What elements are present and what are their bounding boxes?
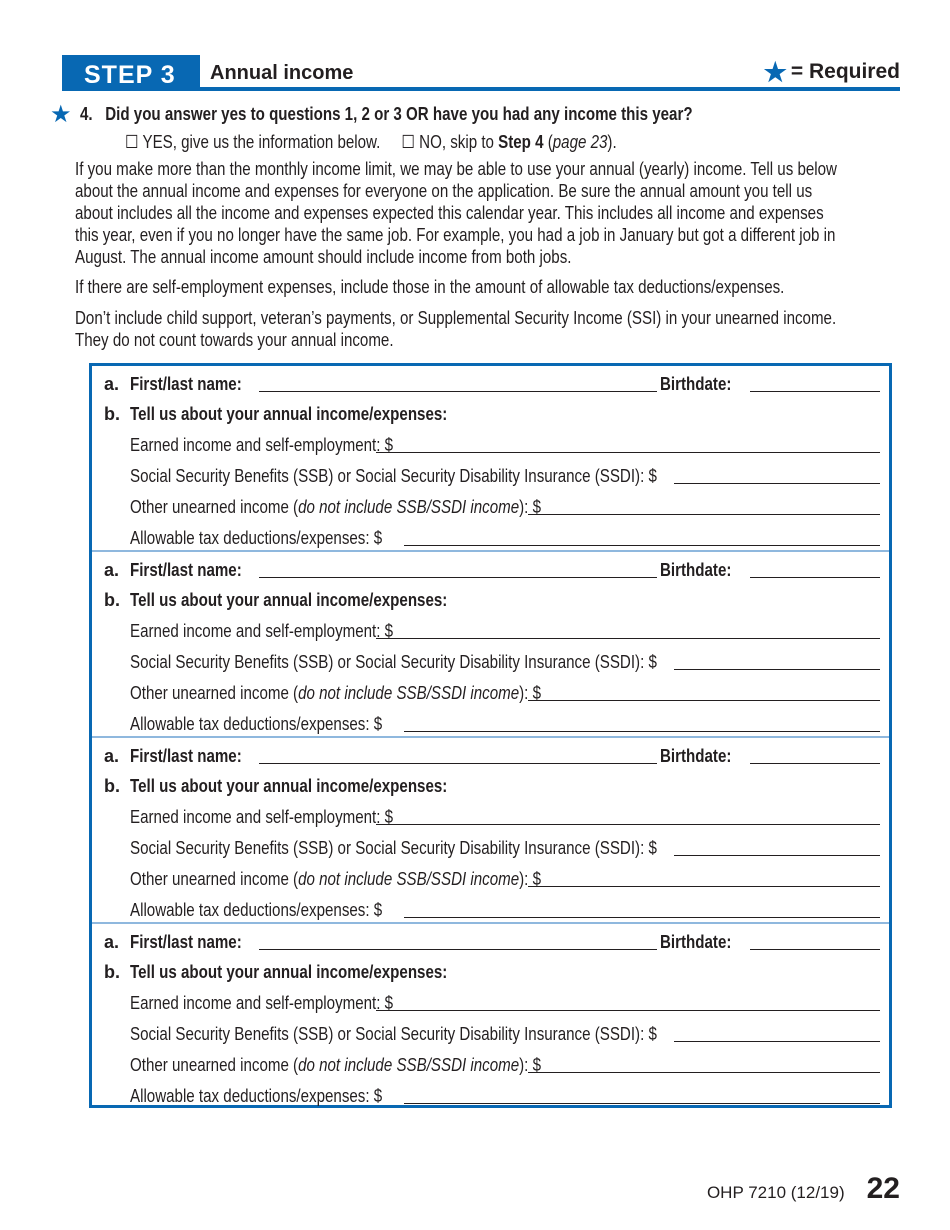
- item-b: b.: [104, 962, 120, 982]
- income-heading: Tell us about your annual income/expenses:: [130, 590, 448, 610]
- form-id: OHP 7210 (12/19): [706, 1183, 845, 1202]
- deductions-label: Allowable tax deductions/expenses: $: [130, 528, 383, 548]
- name-field[interactable]: [259, 374, 657, 392]
- footer: [707, 1172, 900, 1206]
- exclusion-note: Don’t include child support, veteran’s payments, or Supplemental Security Income (SSI) in your unearned income. They do not count towards your annual income.: [75, 308, 837, 350]
- deductions-label: Allowable tax deductions/expenses: $: [130, 1086, 383, 1106]
- birthdate-field[interactable]: [750, 746, 880, 764]
- ssb-label: Social Security Benefits (SSB) or Social Security Disability Insurance (SSDI): $: [130, 652, 657, 672]
- item-b: b.: [104, 590, 120, 610]
- earned-label: Earned income and self-employment: $: [130, 807, 394, 827]
- birthdate-label: Birthdate:: [660, 560, 732, 580]
- ssb-field[interactable]: [674, 838, 880, 856]
- required-star-icon: ★: [50, 101, 72, 128]
- income-heading: Tell us about your annual income/expenses:: [130, 404, 448, 424]
- deductions-label: Allowable tax deductions/expenses: $: [130, 714, 383, 734]
- no-label: NO, skip to: [419, 132, 499, 152]
- earned-field[interactable]: [376, 621, 880, 639]
- ssb-field[interactable]: [674, 652, 880, 670]
- step-4-ref: Step 4: [498, 132, 544, 152]
- person-block: [92, 738, 889, 924]
- earned-label: Earned income and self-employment: $: [130, 993, 394, 1013]
- no-checkbox[interactable]: ☐: [401, 132, 415, 152]
- ssb-label: Social Security Benefits (SSB) or Social Security Disability Insurance (SSDI): $: [130, 466, 657, 486]
- other-label: Other unearned income (do not include SSB/SSDI income): $: [130, 869, 541, 889]
- item-a: a.: [104, 746, 120, 766]
- step-header: [62, 55, 900, 91]
- earned-label: Earned income and self-employment: $: [130, 435, 394, 455]
- income-explanation: If you make more than the monthly income limit, we may be able to use your annual (yearly) income. Tell us below about the annual income and expenses for everyone on the application. Be sure the annual amount you tell us about includes all the income and expenses expected this calendar year. This includes all income and expenses this year, even if you no longer have the same job. For example, you had a job in January but got a different job in August. The annual income amount should include income from both jobs.: [75, 159, 837, 267]
- other-field[interactable]: [528, 1055, 880, 1073]
- self-employment-note: If there are self-employment expenses, include those in the amount of allowable tax deductions/expenses.: [75, 277, 785, 297]
- deductions-field[interactable]: [404, 900, 880, 918]
- birthdate-field[interactable]: [750, 560, 880, 578]
- name-field[interactable]: [259, 746, 657, 764]
- item-a: a.: [104, 560, 120, 580]
- item-a: a.: [104, 932, 120, 952]
- star-icon: ★: [763, 57, 787, 87]
- page-number: 22: [866, 1172, 900, 1205]
- person-block: [92, 552, 889, 738]
- ssb-field[interactable]: [674, 466, 880, 484]
- deductions-field[interactable]: [404, 714, 880, 732]
- birthdate-label: Birthdate:: [660, 374, 732, 394]
- earned-field[interactable]: [376, 807, 880, 825]
- item-b: b.: [104, 404, 120, 424]
- name-field[interactable]: [259, 932, 657, 950]
- name-label: First/last name:: [130, 560, 242, 580]
- name-label: First/last name:: [130, 374, 242, 394]
- income-heading: Tell us about your annual income/expenses:: [130, 776, 448, 796]
- earned-label: Earned income and self-employment: $: [130, 621, 394, 641]
- income-heading: Tell us about your annual income/expenses:: [130, 962, 448, 982]
- required-legend: [764, 59, 900, 85]
- other-label: Other unearned income (do not include SSB/SSDI income): $: [130, 1055, 541, 1075]
- birthdate-field[interactable]: [750, 374, 880, 392]
- answer-options: ☐ YES, give us the information below. ☐ NO, skip to Step 4 (page 23).: [125, 132, 617, 152]
- birthdate-field[interactable]: [750, 932, 880, 950]
- section-title: Annual income: [210, 62, 354, 84]
- name-label: First/last name:: [130, 746, 242, 766]
- deductions-field[interactable]: [404, 1086, 880, 1104]
- birthdate-label: Birthdate:: [660, 932, 732, 952]
- ssb-label: Social Security Benefits (SSB) or Social Security Disability Insurance (SSDI): $: [130, 838, 657, 858]
- deductions-field[interactable]: [404, 528, 880, 546]
- item-a: a.: [104, 374, 120, 394]
- birthdate-label: Birthdate:: [660, 746, 732, 766]
- required-label: = Required: [790, 60, 900, 83]
- income-form: [89, 363, 892, 1108]
- other-field[interactable]: [528, 869, 880, 887]
- name-field[interactable]: [259, 560, 657, 578]
- ssb-field[interactable]: [674, 1024, 880, 1042]
- other-field[interactable]: [528, 683, 880, 701]
- item-b: b.: [104, 776, 120, 796]
- person-block: [92, 924, 889, 1110]
- earned-field[interactable]: [376, 435, 880, 453]
- name-label: First/last name:: [130, 932, 242, 952]
- yes-label: YES, give us the information below.: [142, 132, 381, 152]
- other-field[interactable]: [528, 497, 880, 515]
- page-ref: page 23: [552, 132, 608, 152]
- yes-checkbox[interactable]: ☐: [125, 132, 139, 152]
- ssb-label: Social Security Benefits (SSB) or Social Security Disability Insurance (SSDI): $: [130, 1024, 657, 1044]
- person-block: [92, 366, 889, 552]
- deductions-label: Allowable tax deductions/expenses: $: [130, 900, 383, 920]
- step-badge: STEP 3: [62, 55, 200, 91]
- other-label: Other unearned income (do not include SSB/SSDI income): $: [130, 497, 541, 517]
- earned-field[interactable]: [376, 993, 880, 1011]
- other-label: Other unearned income (do not include SSB/SSDI income): $: [130, 683, 541, 703]
- question-text: 4. Did you answer yes to questions 1, 2 or 3 OR have you had any income this year?: [80, 104, 693, 124]
